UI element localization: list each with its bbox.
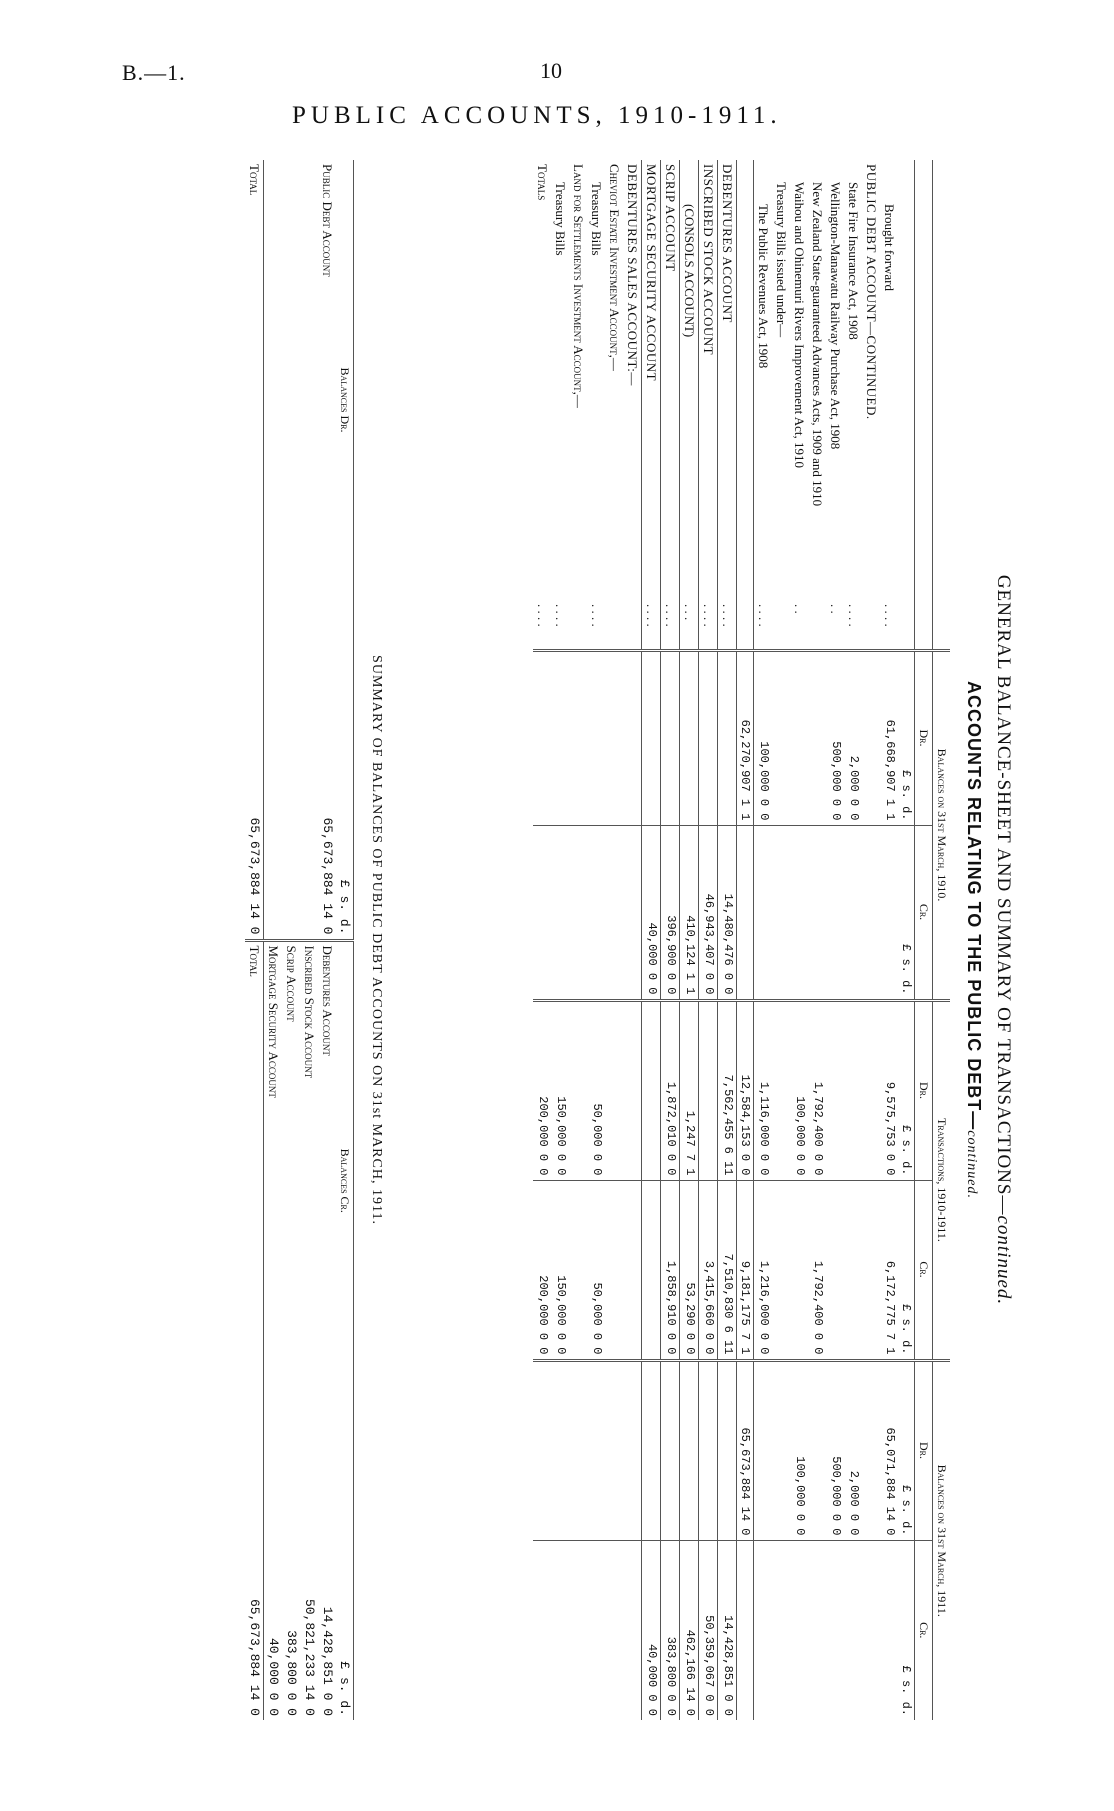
amount-tcr [623,1180,642,1360]
amount-tdr: 50,000 0 0 [587,1000,605,1180]
amount-b10dr [862,650,880,825]
table-row [790,160,808,1720]
row-label: MORTGAGE SECURITY ACCOUNT [642,160,661,600]
table-row [826,160,844,1720]
summary-cr-amount: 383,800 0 0 [284,1630,299,1716]
row-label: New Zealand State-guaranteed Advances Acts, 1909 and 1910 [810,182,825,507]
amount-b11dr: 65,673,884 14 0 [737,1360,754,1540]
amount-b11cr: 50,359,067 0 0 [699,1540,718,1720]
public-debt-heading: ACCOUNTS RELATING TO THE PUBLIC DEBT—continued. [964,680,984,1200]
amount-tdr [862,1000,880,1180]
amount-b10cr [790,825,808,1000]
summary-cr-label: Mortgage Security Account [264,940,283,1420]
amount-b11cr [605,1540,623,1720]
row-label: DEBENTURES SALES ACCOUNT:— [623,160,642,600]
table-row [772,160,790,1720]
amount-b11dr [623,1360,642,1540]
leader-dots: . . . . [535,604,550,627]
amount-b10dr [605,650,623,825]
leader-dots: . . . . [882,604,897,627]
amount-b11cr [790,1540,808,1720]
row-label: Waihou and Ohinemuri Rivers Improvement Act, 1910 [792,182,807,468]
row-label: Wellington-Manawatu Railway Purchase Act, 1908 [828,182,843,450]
table-row [680,160,699,1720]
amount-tdr: 9,575,753 0 0 [880,1000,898,1180]
amount-tcr: 1,792,400 0 0 [808,1180,826,1360]
amount-tdr: 1,872,010 0 0 [661,1000,680,1180]
b10-dr-header: Dr. [915,650,933,825]
amount-tdr: 1,792,400 0 0 [808,1000,826,1180]
amount-b11dr [808,1360,826,1540]
amount-tcr: 200,000 0 0 [533,1180,551,1360]
balance-sheet-heading: GENERAL BALANCE-SHEET AND SUMMARY OF TRANSACTIONS—continued. [993,574,1014,1306]
summary-dr-amount: 65,673,884 14 0 [320,817,335,935]
summary-units: £ s. d. [337,1661,352,1716]
amount-b11cr: 14,428,851 0 0 [718,1540,737,1720]
leader-dots [737,600,754,650]
amount-tcr [642,1180,661,1360]
amount-tdr [642,1000,661,1180]
amount-b10dr [718,650,737,825]
amount-tcr: 3,415,660 0 0 [699,1180,718,1360]
table-row [661,160,680,1720]
table-row [880,160,898,1720]
amount-b10dr [661,650,680,825]
summary-cr-label: Debentures Account [318,940,336,1420]
leader-dots: . . . . [846,604,861,627]
amount-b10dr [623,650,642,825]
amount-b11cr [754,1540,773,1720]
amount-b10dr [569,650,587,825]
summary-cr-total: 65,673,884 14 0 [245,1420,264,1720]
amount-tcr: 53,290 0 0 [680,1180,699,1360]
amount-tdr [605,1000,623,1180]
summary-title: SUMMARY OF BALANCES OF PUBLIC DEBT ACCOUNTS ON 31st MARCH, 1911. [369,655,384,1225]
row-label: Treasury Bills [589,182,604,256]
summary-cr-amount: 40,000 0 0 [266,1637,281,1716]
amount-tdr [623,1000,642,1180]
amount-b10dr [551,650,569,825]
row-label: Totals [535,164,550,201]
column-group-balances-1911: Balances on 31st March, 1911. [933,1360,951,1720]
amount-b10cr: 46,943,407 0 0 [699,825,718,1000]
leader-dots: . . [792,604,807,614]
label-subheader [915,160,933,650]
amount-b11cr [623,1540,642,1720]
leader-dots: . . [828,604,843,614]
table-row [718,160,737,1720]
amount-tcr: 1,216,000 0 0 [754,1180,773,1360]
units-label: £ s. d. [898,1000,915,1180]
amount-tcr [569,1180,587,1360]
row-label: Treasury Bills issued under— [774,182,789,338]
b11-dr-header: Dr. [915,1360,933,1540]
amount-b11dr: 500,000 0 0 [826,1360,844,1540]
amount-tcr: 9,181,175 7 1 [737,1180,754,1360]
amount-b10cr [826,825,844,1000]
amount-tcr [772,1180,790,1360]
amount-tcr: 7,510,830 6 11 [718,1180,737,1360]
summary-cr-amount: 14,428,851 0 0 [320,1606,335,1716]
amount-b11dr [754,1360,773,1540]
row-label: Treasury Bills [553,182,568,256]
amount-tcr: 150,000 0 0 [551,1180,569,1360]
amount-b11dr [772,1360,790,1540]
leader-dots: . . . . [642,600,661,650]
leader-dots: . . . . [756,604,771,627]
leader-dots [772,600,790,650]
amount-b10cr [623,825,642,1000]
page-reference: B.—1. [122,60,186,85]
leader-dots [623,600,642,650]
accounts-table [533,160,950,1720]
amount-b10dr: 61,668,907 1 1 [880,650,898,825]
leader-dots: . . . . [589,604,604,627]
summary-cr-label: Inscribed Stock Account [300,940,318,1420]
amount-b11dr [605,1360,623,1540]
amount-b10dr: 500,000 0 0 [826,650,844,825]
amount-tdr: 150,000 0 0 [551,1000,569,1180]
row-label: Land for Settlements Investment Account,— [571,164,586,408]
table-row [642,160,661,1720]
amount-b10dr: 2,000 0 0 [844,650,862,825]
amount-b10dr [680,650,699,825]
column-group-transactions: Transactions, 1910-1911. [933,1000,951,1360]
amount-b10cr [533,825,551,1000]
amount-b10dr: 100,000 0 0 [754,650,773,825]
column-group-balances-1910: Balances on 31st March, 1910. [933,650,951,1000]
amount-b11cr [862,1540,880,1720]
leader-dots [569,600,587,650]
units-label: £ s. d. [898,1180,915,1360]
amount-tcr [605,1180,623,1360]
amount-b11dr [699,1360,718,1540]
amount-b10dr: 62,270,907 1 1 [737,650,754,825]
amount-b11cr [533,1540,551,1720]
table-row [737,160,754,1720]
summary-units: £ s. d. [337,879,352,935]
table-row [754,160,773,1720]
amount-tcr [826,1180,844,1360]
summary-dr-label: Public Debt Account [320,164,335,277]
amount-tdr: 1,247 7 1 [680,1000,699,1180]
amount-tcr: 6,172,775 7 1 [880,1180,898,1360]
amount-b10dr [699,650,718,825]
amount-b11cr: 383,800 0 0 [661,1540,680,1720]
amount-b10cr [587,825,605,1000]
leader-dots: . . . [680,600,699,650]
units-label: £ s. d. [898,1360,915,1540]
summary-dr-header: Balances Dr. [338,367,352,433]
amount-b11cr [844,1540,862,1720]
amount-b10cr [551,825,569,1000]
row-label: Brought forward [882,204,897,292]
amount-b11cr [826,1540,844,1720]
amount-tdr [844,1000,862,1180]
amount-tcr: 50,000 0 0 [587,1180,605,1360]
table-row [605,160,623,1720]
row-label: PUBLIC DEBT ACCOUNT—CONTINUED. [864,164,879,420]
table-row [623,160,642,1720]
rotated-balance-sheet [120,160,1020,1720]
amount-b10cr: 410,124 1 1 [680,825,699,1000]
summary-cr-label: Scrip Account [282,940,300,1420]
table-row [862,160,880,1720]
amount-b11dr [569,1360,587,1540]
row-label: The Public Revenues Act, 1908 [756,204,771,369]
amount-b10cr: 396,900 0 0 [661,825,680,1000]
table-row [844,160,862,1720]
amount-b11cr [772,1540,790,1720]
amount-tdr [826,1000,844,1180]
amount-b11dr [661,1360,680,1540]
summary-dr-total-label: Total [245,160,264,640]
amount-tdr: 1,116,000 0 0 [754,1000,773,1180]
trans-cr-header: Cr. [915,1180,933,1360]
amount-b10dr [772,650,790,825]
amount-b10dr [808,650,826,825]
amount-b11dr [862,1360,880,1540]
amount-tcr [790,1180,808,1360]
amount-tdr [772,1000,790,1180]
amount-b10cr [737,825,754,1000]
amount-b10cr [772,825,790,1000]
amount-b10cr: 40,000 0 0 [642,825,661,1000]
units-label: £ s. d. [898,1540,915,1720]
amount-tcr: 1,858,910 0 0 [661,1180,680,1360]
amount-b11cr [737,1540,754,1720]
summary-dr-total: 65,673,884 14 0 [245,640,264,940]
row-label: INSCRIBED STOCK ACCOUNT [699,160,718,600]
summary-cr-amount: 50,821,233 14 0 [302,1598,317,1716]
amount-b10dr [642,650,661,825]
amount-b10dr [587,650,605,825]
amount-b10cr [569,825,587,1000]
amount-tcr [844,1180,862,1360]
leader-dots [808,600,826,650]
amount-b10cr [754,825,773,1000]
table-row [808,160,826,1720]
amount-tdr: 200,000 0 0 [533,1000,551,1180]
page-title: PUBLIC ACCOUNTS, 1910-1911. [292,102,782,129]
amount-tdr: 100,000 0 0 [790,1000,808,1180]
table-row [587,160,605,1720]
amount-b11cr [880,1540,898,1720]
trans-dr-header: Dr. [915,1000,933,1180]
amount-b11dr [551,1360,569,1540]
amount-b11cr [808,1540,826,1720]
table-row [569,160,587,1720]
amount-b11dr [718,1360,737,1540]
row-label: DEBENTURES ACCOUNT [718,160,737,600]
amount-b11dr: 65,071,884 14 0 [880,1360,898,1540]
amount-b11dr [533,1360,551,1540]
label-column-header [933,160,951,650]
amount-b11cr [569,1540,587,1720]
amount-tcr [862,1180,880,1360]
leader-dots: . . . . [661,600,680,650]
amount-b10dr [533,650,551,825]
leader-dots [605,600,623,650]
amount-b11cr: 40,000 0 0 [642,1540,661,1720]
leader-dots: . . . . [553,604,568,627]
table-row [699,160,718,1720]
amount-b10dr [790,650,808,825]
amount-b10cr: 14,480,476 0 0 [718,825,737,1000]
units-label: £ s. d. [898,650,915,825]
leader-dots [862,600,880,650]
row-label [737,160,754,600]
amount-b11dr: 2,000 0 0 [844,1360,862,1540]
amount-b10cr [844,825,862,1000]
amount-tdr [569,1000,587,1180]
amount-b10cr [808,825,826,1000]
row-label: SCRIP ACCOUNT [661,160,680,600]
amount-b11cr: 462,166 14 0 [680,1540,699,1720]
amount-b10cr [862,825,880,1000]
leader-dots: . . . . [718,600,737,650]
amount-b11dr [642,1360,661,1540]
summary-cr-total-label: Total [245,940,264,1420]
table-row [551,160,569,1720]
amount-tdr: 7,562,455 6 11 [718,1000,737,1180]
row-label: Cheviot Estate Investment Account,— [607,164,622,371]
b10-cr-header: Cr. [915,825,933,1000]
amount-tdr [699,1000,718,1180]
table-row [533,160,551,1720]
amount-b11dr [680,1360,699,1540]
page-number: 10 [540,58,562,83]
row-label: State Fire Insurance Act, 1908 [846,182,861,340]
amount-b10cr [605,825,623,1000]
units-label: £ s. d. [898,825,915,1000]
amount-tdr: 12,584,153 0 0 [737,1000,754,1180]
row-label: (CONSOLS ACCOUNT) [680,160,699,600]
amount-b11dr [587,1360,605,1540]
summary-table [245,160,354,1720]
amount-b11cr [587,1540,605,1720]
amount-b11dr: 100,000 0 0 [790,1360,808,1540]
leader-dots: . . . . [699,600,718,650]
amount-b10cr [880,825,898,1000]
amount-b11cr [551,1540,569,1720]
summary-cr-header: Balances Cr. [336,940,354,1420]
b11-cr-header: Cr. [915,1540,933,1720]
